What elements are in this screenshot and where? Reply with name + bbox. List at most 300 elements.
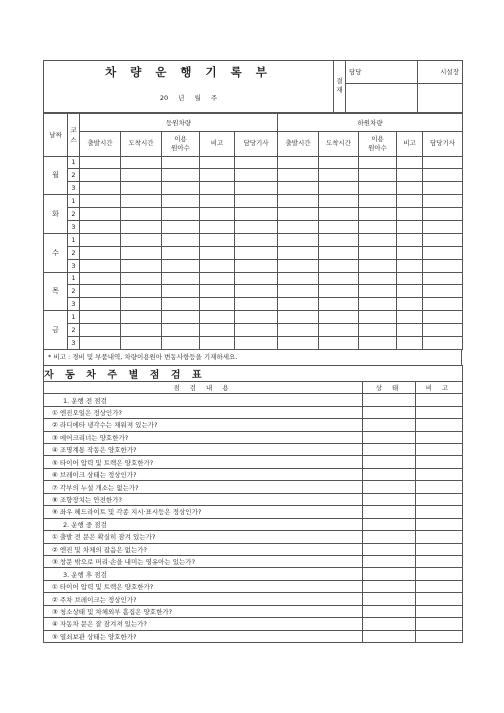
log-row (44, 182, 463, 195)
col-date (44, 113, 68, 156)
status-cell[interactable] (363, 593, 416, 605)
log-entry-cell[interactable] (423, 324, 463, 337)
log-entry-cell[interactable] (200, 246, 235, 259)
log-entry-cell[interactable] (162, 272, 200, 285)
inspection-item-text: ③ 에어크리너는 양호한가? (44, 431, 363, 443)
log-entry-cell[interactable] (80, 246, 121, 259)
subcol-label: 비고 (210, 139, 224, 147)
inspection-item-text: ② 주차 브레이크는 정상인가? (44, 593, 363, 605)
log-entry-cell[interactable] (397, 298, 423, 311)
approval-label (334, 61, 346, 113)
log-entry-cell[interactable] (200, 298, 235, 311)
course-cell: 1 (68, 311, 80, 324)
log-entry-cell[interactable] (359, 324, 397, 337)
log-entry-cell[interactable] (121, 220, 162, 233)
log-entry-cell[interactable] (319, 298, 359, 311)
log-entry-cell[interactable] (397, 272, 423, 285)
log-row (44, 272, 463, 285)
subcol-label: 출발시간 (285, 139, 311, 147)
remark-cell[interactable] (416, 456, 463, 468)
log-entry-cell[interactable] (235, 324, 278, 337)
log-entry-cell[interactable] (278, 182, 319, 195)
inspection-item-text: ① 타이어 압력 및 트랙은 양호한가? (44, 580, 363, 592)
log-entry-cell[interactable] (423, 311, 463, 324)
log-entry-cell[interactable] (80, 208, 121, 221)
log-entry-cell[interactable] (235, 259, 278, 272)
in-subcol-0 (80, 131, 121, 156)
log-entry-cell[interactable] (319, 336, 359, 349)
log-entry-cell[interactable] (235, 285, 278, 298)
log-row (44, 285, 463, 298)
log-entry-cell[interactable] (319, 169, 359, 182)
log-entry-cell[interactable] (80, 298, 121, 311)
day-cell: 수 (44, 233, 68, 272)
log-row (44, 169, 463, 182)
group-out-label: 하원차량 (357, 118, 383, 127)
log-entry-cell[interactable] (162, 336, 200, 349)
day-cell: 월 (44, 156, 68, 195)
document-page (43, 60, 462, 643)
inspection-item (44, 481, 463, 493)
remark-cell[interactable] (416, 493, 463, 505)
log-entry-cell[interactable] (423, 233, 463, 246)
inspection-item (44, 468, 463, 480)
log-entry-cell[interactable] (200, 324, 235, 337)
inspection-item-text: ① 엔진오일은 정상인가? (44, 406, 363, 418)
log-entry-cell[interactable] (397, 195, 423, 208)
remark-cell[interactable] (416, 468, 463, 480)
inspection-title: 자 동 차 주 별 점 검 표 (44, 369, 206, 381)
doc-subtitle-cell (44, 83, 334, 112)
status-cell[interactable] (363, 394, 416, 406)
log-entry-cell[interactable] (162, 285, 200, 298)
inspection-item-text: ② 엔진 및 차체의 잡음은 없는가? (44, 543, 363, 555)
remark-cell[interactable] (416, 481, 463, 493)
log-row (44, 233, 463, 246)
inspection-section (44, 394, 463, 406)
inspection-item-text: ⑦ 각부의 누설 개소는 없는가? (44, 481, 363, 493)
log-entry-cell[interactable] (278, 220, 319, 233)
log-row (44, 324, 463, 337)
remark-cell[interactable] (416, 406, 463, 418)
inspection-item (44, 444, 463, 456)
out-subcol-4 (423, 131, 463, 156)
log-entry-cell[interactable] (397, 156, 423, 169)
status-cell[interactable] (363, 518, 416, 530)
log-entry-cell[interactable] (423, 169, 463, 182)
log-entry-cell[interactable] (397, 259, 423, 272)
day-cell: 금 (44, 311, 68, 350)
out-subcol-1 (319, 131, 359, 156)
log-entry-cell[interactable] (121, 233, 162, 246)
header-table (43, 60, 463, 113)
log-entry-cell[interactable] (235, 195, 278, 208)
log-entry-cell[interactable] (423, 195, 463, 208)
status-cell[interactable] (363, 444, 416, 456)
log-entry-cell[interactable] (397, 220, 423, 233)
log-entry-cell[interactable] (359, 156, 397, 169)
log-entry-cell[interactable] (162, 233, 200, 246)
subcol-label: 출발시간 (87, 139, 113, 147)
doc-title-cell (44, 61, 334, 84)
approval-sign-staff[interactable] (346, 83, 418, 112)
remark-cell[interactable] (416, 568, 463, 580)
log-entry-cell[interactable] (423, 208, 463, 221)
log-entry-cell[interactable] (121, 285, 162, 298)
remark-cell[interactable] (416, 580, 463, 592)
log-entry-cell[interactable] (423, 298, 463, 311)
note-row (43, 350, 462, 365)
inspection-item (44, 630, 463, 642)
log-entry-cell[interactable] (319, 324, 359, 337)
log-entry-cell[interactable] (278, 233, 319, 246)
in-subcol-2 (162, 131, 200, 156)
log-entry-cell[interactable] (359, 246, 397, 259)
inspection-item (44, 618, 463, 630)
log-row (44, 156, 463, 169)
log-entry-cell[interactable] (423, 272, 463, 285)
log-entry-cell[interactable] (423, 156, 463, 169)
log-entry-cell[interactable] (200, 195, 235, 208)
log-entry-cell[interactable] (162, 311, 200, 324)
status-cell[interactable] (363, 506, 416, 518)
approval-sign-director[interactable] (418, 83, 463, 112)
inspection-item-text: ① 출발 전 문은 확실히 잠겨 있는가? (44, 531, 363, 543)
status-cell[interactable] (363, 531, 416, 543)
log-entry-cell[interactable] (162, 195, 200, 208)
course-cell: 1 (68, 156, 80, 169)
remark-cell[interactable] (416, 394, 463, 406)
col-remark-label: 비 고 (425, 384, 453, 393)
log-entry-cell[interactable] (319, 182, 359, 195)
remark-cell[interactable] (416, 506, 463, 518)
subcol-label: 도착시간 (325, 139, 352, 147)
log-entry-cell[interactable] (319, 195, 359, 208)
log-entry-cell[interactable] (235, 336, 278, 349)
approval-col-director (418, 61, 463, 84)
log-entry-cell[interactable] (80, 272, 121, 285)
status-cell[interactable] (363, 543, 416, 555)
inspection-item-text: ② 라디에타 냉각수는 채워져 있는가? (44, 419, 363, 431)
log-entry-cell[interactable] (162, 324, 200, 337)
log-entry-cell[interactable] (121, 169, 162, 182)
status-cell[interactable] (363, 618, 416, 630)
log-row (44, 311, 463, 324)
log-entry-cell[interactable] (162, 298, 200, 311)
log-entry-cell[interactable] (200, 233, 235, 246)
remark-cell[interactable] (416, 543, 463, 555)
log-row (44, 336, 463, 349)
log-entry-cell[interactable] (278, 272, 319, 285)
inspection-item (44, 580, 463, 592)
remark-cell[interactable] (416, 531, 463, 543)
inspection-item-text: ④ 자동차 문은 잘 잠겨져 있는가? (44, 618, 363, 630)
log-entry-cell[interactable] (278, 324, 319, 337)
status-cell[interactable] (363, 481, 416, 493)
log-entry-cell[interactable] (80, 285, 121, 298)
log-entry-cell[interactable] (235, 208, 278, 221)
log-entry-cell[interactable] (423, 285, 463, 298)
col-course (68, 113, 80, 156)
inspection-table (43, 365, 463, 643)
log-entry-cell[interactable] (80, 311, 121, 324)
inspection-title-cell (44, 365, 463, 381)
course-cell: 2 (68, 285, 80, 298)
log-entry-cell[interactable] (423, 182, 463, 195)
remark-cell[interactable] (416, 593, 463, 605)
log-entry-cell[interactable] (80, 195, 121, 208)
log-entry-cell[interactable] (278, 246, 319, 259)
log-entry-cell[interactable] (397, 285, 423, 298)
log-entry-cell[interactable] (397, 208, 423, 221)
inspection-section-text: 3. 운행 후 점검 (44, 568, 363, 580)
course-cell: 2 (68, 208, 80, 221)
remark-cell[interactable] (416, 444, 463, 456)
inspection-item-text: ⑤ 열쇠보관 상태는 양호한가? (44, 630, 363, 642)
remark-cell[interactable] (416, 431, 463, 443)
vehicle-log-table (43, 113, 463, 350)
log-entry-cell[interactable] (200, 285, 235, 298)
log-entry-cell[interactable] (200, 156, 235, 169)
log-entry-cell[interactable] (162, 169, 200, 182)
log-row (44, 298, 463, 311)
inspection-section (44, 518, 463, 530)
log-entry-cell[interactable] (278, 336, 319, 349)
log-entry-cell[interactable] (121, 208, 162, 221)
course-cell: 3 (68, 220, 80, 233)
log-entry-cell[interactable] (80, 169, 121, 182)
inspection-body (44, 365, 463, 642)
log-entry-cell[interactable] (121, 336, 162, 349)
inspection-item (44, 543, 463, 555)
log-entry-cell[interactable] (319, 285, 359, 298)
approval-staff-label: 담당 (349, 68, 362, 77)
log-entry-cell[interactable] (200, 336, 235, 349)
inspection-item (44, 531, 463, 543)
day-cell: 화 (44, 195, 68, 234)
log-entry-cell[interactable] (121, 298, 162, 311)
status-cell[interactable] (363, 568, 416, 580)
inspection-item (44, 605, 463, 617)
col-status (363, 381, 416, 393)
log-entry-cell[interactable] (278, 156, 319, 169)
log-entry-cell[interactable] (200, 208, 235, 221)
log-entry-cell[interactable] (359, 311, 397, 324)
subcol-label: 비고 (403, 139, 416, 147)
log-entry-cell[interactable] (80, 220, 121, 233)
log-entry-cell[interactable] (397, 311, 423, 324)
log-entry-cell[interactable] (319, 233, 359, 246)
log-entry-cell[interactable] (319, 259, 359, 272)
col-date-label: 날짜 (49, 131, 62, 139)
course-cell: 3 (68, 259, 80, 272)
log-entry-cell[interactable] (359, 182, 397, 195)
out-subcol-0 (278, 131, 319, 156)
log-entry-cell[interactable] (397, 246, 423, 259)
log-entry-cell[interactable] (359, 220, 397, 233)
log-entry-cell[interactable] (162, 220, 200, 233)
in-subcol-1 (121, 131, 162, 156)
course-cell: 2 (68, 169, 80, 182)
log-entry-cell[interactable] (235, 298, 278, 311)
day-cell: 목 (44, 272, 68, 311)
inspection-section-text: 1. 운행 전 점검 (44, 394, 363, 406)
remark-cell[interactable] (416, 419, 463, 431)
log-entry-cell[interactable] (278, 298, 319, 311)
log-entry-cell[interactable] (278, 311, 319, 324)
course-cell: 3 (68, 182, 80, 195)
status-cell[interactable] (363, 555, 416, 567)
status-cell[interactable] (363, 419, 416, 431)
log-entry-cell[interactable] (319, 220, 359, 233)
subcol-label: 담당기사 (429, 139, 456, 147)
log-entry-cell[interactable] (397, 233, 423, 246)
log-entry-cell[interactable] (235, 220, 278, 233)
log-entry-cell[interactable] (200, 259, 235, 272)
log-entry-cell[interactable] (423, 246, 463, 259)
log-entry-cell[interactable] (121, 324, 162, 337)
log-entry-cell[interactable] (121, 311, 162, 324)
log-entry-cell[interactable] (162, 246, 200, 259)
log-entry-cell[interactable] (121, 195, 162, 208)
sub-header-row (44, 131, 463, 156)
log-entry-cell[interactable] (162, 182, 200, 195)
log-entry-cell[interactable] (235, 156, 278, 169)
log-entry-cell[interactable] (359, 259, 397, 272)
log-entry-cell[interactable] (121, 156, 162, 169)
course-cell: 2 (68, 246, 80, 259)
status-cell[interactable] (363, 468, 416, 480)
log-entry-cell[interactable] (200, 182, 235, 195)
group-in-label: 등원차량 (165, 118, 192, 127)
remark-cell[interactable] (416, 605, 463, 617)
in-subcol-4 (235, 131, 278, 156)
log-entry-cell[interactable] (80, 233, 121, 246)
log-entry-cell[interactable] (235, 169, 278, 182)
col-status-label: 상 태 (375, 384, 403, 393)
status-cell[interactable] (363, 580, 416, 592)
log-entry-cell[interactable] (235, 182, 278, 195)
in-subcol-3 (200, 131, 235, 156)
log-entry-cell[interactable] (359, 208, 397, 221)
log-entry-cell[interactable] (162, 156, 200, 169)
log-entry-cell[interactable] (121, 259, 162, 272)
inspection-item-text: ⑧ 조향장치는 안전한가? (44, 493, 363, 505)
doc-title: 차 량 운 행 기 록 부 (105, 65, 272, 79)
log-entry-cell[interactable] (319, 208, 359, 221)
log-entry-cell[interactable] (319, 272, 359, 285)
subcol-label: 도착시간 (128, 139, 154, 147)
subcol-label: 담당기사 (243, 139, 269, 147)
doc-subtitle: 20 년 월 주 (159, 93, 218, 102)
inspection-section (44, 568, 463, 580)
log-entry-cell[interactable] (80, 156, 121, 169)
inspection-item (44, 555, 463, 567)
status-cell[interactable] (363, 630, 416, 642)
out-subcol-3 (397, 131, 423, 156)
log-entry-cell[interactable] (359, 169, 397, 182)
log-entry-cell[interactable] (278, 285, 319, 298)
course-cell: 3 (68, 298, 80, 311)
inspection-item-text: ⑨ 좌우 헤드라이트 및 각종 지시·표시등은 정상인가? (44, 506, 363, 518)
out-subcol-2 (359, 131, 397, 156)
status-cell[interactable] (363, 406, 416, 418)
log-entry-cell[interactable] (319, 156, 359, 169)
course-cell: 1 (68, 233, 80, 246)
log-entry-cell[interactable] (200, 169, 235, 182)
log-entry-cell[interactable] (121, 182, 162, 195)
log-entry-cell[interactable] (423, 259, 463, 272)
remark-cell[interactable] (416, 630, 463, 642)
course-cell: 3 (68, 336, 80, 349)
log-row (44, 259, 463, 272)
remark-cell[interactable] (416, 618, 463, 630)
log-entry-cell[interactable] (278, 169, 319, 182)
log-entry-cell[interactable] (423, 336, 463, 349)
log-entry-cell[interactable] (359, 233, 397, 246)
log-entry-cell[interactable] (278, 195, 319, 208)
log-entry-cell[interactable] (121, 272, 162, 285)
log-entry-cell[interactable] (235, 311, 278, 324)
log-entry-cell[interactable] (423, 220, 463, 233)
log-entry-cell[interactable] (397, 182, 423, 195)
log-entry-cell[interactable] (359, 195, 397, 208)
inspection-item (44, 493, 463, 505)
approval-col-staff (346, 61, 418, 84)
log-entry-cell[interactable] (80, 182, 121, 195)
log-entry-cell[interactable] (80, 336, 121, 349)
course-cell: 2 (68, 324, 80, 337)
log-entry-cell[interactable] (235, 233, 278, 246)
group-in-header (80, 113, 278, 131)
log-entry-cell[interactable] (162, 208, 200, 221)
status-cell[interactable] (363, 605, 416, 617)
log-entry-cell[interactable] (397, 169, 423, 182)
status-cell[interactable] (363, 431, 416, 443)
log-entry-cell[interactable] (359, 298, 397, 311)
inspection-header-row (44, 381, 463, 393)
log-entry-cell[interactable] (278, 259, 319, 272)
log-entry-cell[interactable] (235, 246, 278, 259)
log-entry-cell[interactable] (162, 259, 200, 272)
status-cell[interactable] (363, 493, 416, 505)
inspection-item (44, 419, 463, 431)
log-entry-cell[interactable] (200, 272, 235, 285)
inspection-item (44, 431, 463, 443)
log-entry-cell[interactable] (278, 208, 319, 221)
log-entry-cell[interactable] (80, 324, 121, 337)
inspection-section-text: 2. 운행 중 점검 (44, 518, 363, 530)
log-entry-cell[interactable] (319, 311, 359, 324)
status-cell[interactable] (363, 456, 416, 468)
log-entry-cell[interactable] (121, 246, 162, 259)
log-entry-cell[interactable] (80, 259, 121, 272)
log-entry-cell[interactable] (397, 336, 423, 349)
log-entry-cell[interactable] (235, 272, 278, 285)
log-entry-cell[interactable] (359, 336, 397, 349)
col-content-label: 점 검 내 용 (173, 384, 233, 393)
log-entry-cell[interactable] (200, 311, 235, 324)
log-entry-cell[interactable] (359, 272, 397, 285)
log-entry-cell[interactable] (397, 324, 423, 337)
note-text: * 비고 : 경비 및 부품내역, 차량이용원아 변동사항등을 기재하세요. (48, 352, 238, 361)
remark-cell[interactable] (416, 518, 463, 530)
log-entry-cell[interactable] (319, 246, 359, 259)
log-row (44, 208, 463, 221)
log-entry-cell[interactable] (359, 285, 397, 298)
log-entry-cell[interactable] (200, 220, 235, 233)
remark-cell[interactable] (416, 555, 463, 567)
